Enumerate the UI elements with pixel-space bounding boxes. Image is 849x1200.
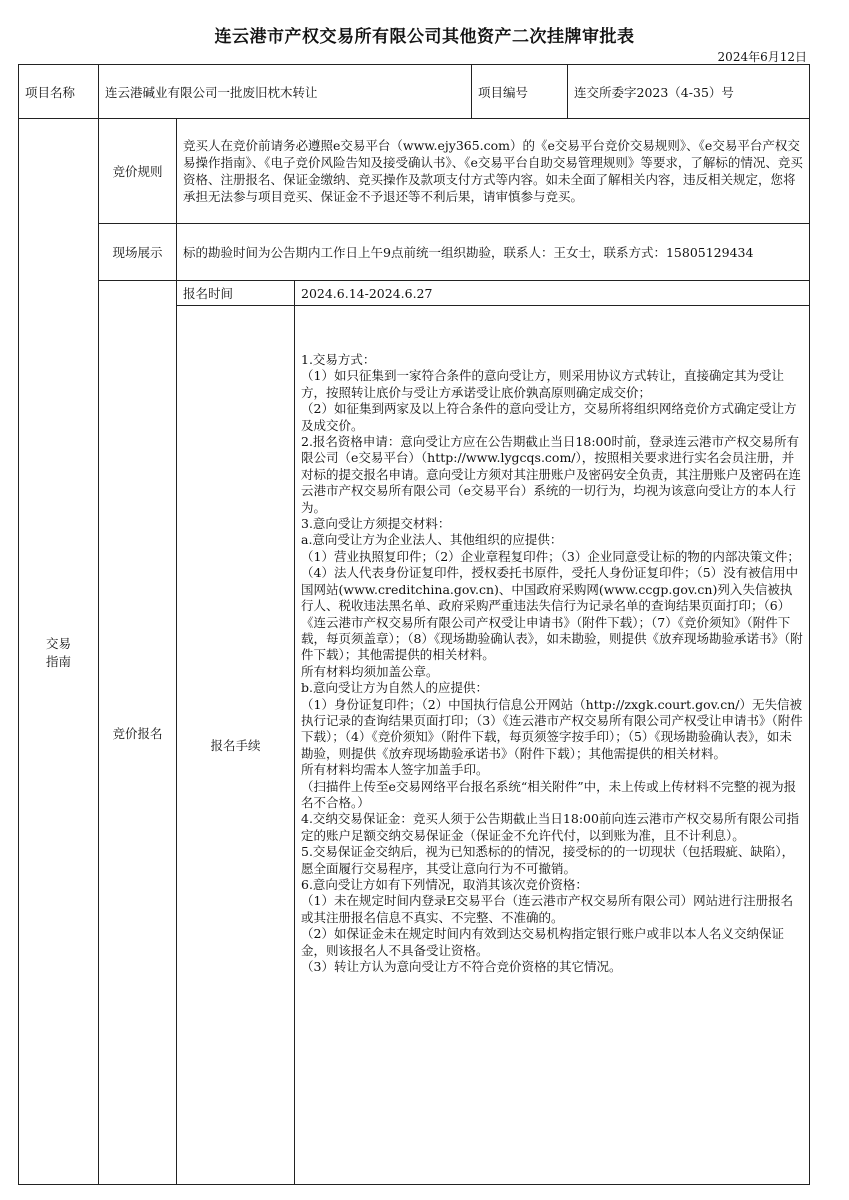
reg-procedure-cell xyxy=(295,306,810,1185)
reg-procedure-line: 所有材料均需本人签字加盖手印。 xyxy=(301,762,489,778)
reg-procedure-line: （1）未在规定时间内登录E交易平台（连云港市产权交易所有限公司）网站进行注册报名或其注册报名信息不真实、不完整、不准确的。 xyxy=(301,893,794,925)
guide-label-cell xyxy=(19,119,99,1185)
rules-row xyxy=(19,119,810,224)
project-name-label: 项目名称 xyxy=(19,65,99,119)
reg-procedure-line: 2.报名资格申请：意向受让方应在公告期截止当日18:00时前，登录连云港市产权交易所有限公司（e交易平台）（http://www.lygcqs.com/），按照相关要求进行实名会员注册，并对标的提交报名申请。意向受让方须对其注册账户及密码安全负责，其注册账户及密码在连云港市产权交易所有限公司（e交易平台）系统的一切行为，均视为该意向受让方的本人行为。 xyxy=(301,434,802,515)
project-code-value: 连交所委字2023（4-35）号 xyxy=(568,65,810,119)
onsite-label: 现场展示 xyxy=(99,224,177,281)
reg-procedure-line: 6.意向受让方如有下列情况，取消其该次竞价资格： xyxy=(301,877,588,892)
reg-procedure-line: b.意向受让方为自然人的应提供： xyxy=(301,680,488,696)
reg-procedure-line: 5.交易保证金交纳后，视为已知悉标的的情况，接受标的的一切现状（包括瑕疵、缺陷），愿全面履行交易程序，其受让意向行为不可撤销。 xyxy=(301,844,795,876)
reg-procedure-line: a.意向受让方为企业法人、其他组织的应提供： xyxy=(301,532,563,548)
document-title: 连云港市产权交易所有限公司其他资产二次挂牌审批表 xyxy=(214,27,635,47)
project-row xyxy=(19,65,810,119)
project-name-value: 连云港碱业有限公司一批废旧枕木转让 xyxy=(99,65,472,119)
reg-procedure-line: 所有材料均须加盖公章。 xyxy=(301,663,439,679)
reg-procedure-line: （3）转让方认为意向受让方不符合竞价资格的其它情况。 xyxy=(301,959,622,975)
reg-procedure-line: 4.交纳交易保证金：竞买人须于公告期截止当日18:00前向连云港市产权交易所有限公司指定的账户足额交纳交易保证金（保证金不允许代付，以到账为准，且不计利息）。 xyxy=(301,811,799,843)
approval-form-table xyxy=(18,64,810,1185)
reg-procedure-list xyxy=(301,352,803,975)
reg-procedure-line: （1）如只征集到一家符合条件的意向受让方，则采用协议方式转让，直接确定其为受让方，按照转让底价与受让方承诺受让底价孰高原则确定成交价； xyxy=(301,368,784,400)
rules-text: 竞买人在竞价前请务必遵照e交易平台（www.ejy365.com）的《e交易平台竞价交易规则》、《e交易平台产权交易操作指南》、《电子竞价风险告知及接受确认书》、《e交易平台自助交易管理规则》等要求，了解标的情况、竞买资格、注册报名、保证金缴纳、竞买操作及款项支付方式等内容。如未全面了解相关内容，违反相关规定，您将承担无法参与项目竞买、保证金不予退还等不利后果，请审慎参与竞买。 xyxy=(177,119,810,224)
reg-procedure-line: （2）如保证金未在规定时间内有效到达交易机构指定银行账户或非以本人名义交纳保证金，则该报名人不具备受让资格。 xyxy=(301,926,784,958)
reg-proc-label: 报名手续 xyxy=(177,306,295,1185)
reg-time-label: 报名时间 xyxy=(177,281,295,306)
rules-label: 竞价规则 xyxy=(99,119,177,224)
onsite-row xyxy=(19,224,810,281)
reg-procedure-line: （扫描件上传至e交易网络平台报名系统“相关附件”中，未上传或上传材料不完整的视为报名不合格。） xyxy=(301,778,797,810)
guide-label-line2: 指南 xyxy=(45,653,71,669)
reg-procedure-line: （1）营业执照复印件；（2）企业章程复印件；（3）企业同意受让标的物的内部决策文件；（4）法人代表身份证复印件，授权委托书原件，受托人身份证复印件；（5）没有被信用中国网站(www.creditchina.gov.cn)、中国政府采购网(www.ccgp.gov.cn)列入失信被执行人、税收违法黑名单、政府采购严重违法失信行为记录名单的查询结果页面打印；（6）《连云港市产权交易所有限公司产权受让申请书》（附件下载）；（7）《竞价须知》（附件下载，每页须盖章）；（8）《现场勘验确认表》，如未勘验，则提供《放弃现场勘验承诺书》（附件下载）；其他需提供的相关材料。 xyxy=(301,548,803,663)
reg-time-value: 2024.6.14-2024.6.27 xyxy=(295,281,810,306)
reg-time-row xyxy=(19,281,810,306)
onsite-text: 标的勘验时间为公告期内工作日上午9点前统一组织勘验，联系人：王女士，联系方式：15805129434 xyxy=(177,224,810,281)
reg-procedure-line: 3.意向受让方须提交材料： xyxy=(301,516,451,532)
project-code-label: 项目编号 xyxy=(472,65,568,119)
reg-procedure-line: （2）如征集到两家及以上符合条件的意向受让方，交易所将组织网络竞价方式确定受让方及成交价。 xyxy=(301,401,797,433)
reg-procedure-line: 1.交易方式： xyxy=(301,352,376,367)
guide-label-line1: 交易 xyxy=(45,635,71,651)
bid-label: 竞价报名 xyxy=(99,281,177,1185)
reg-procedure-line: （1）身份证复印件；（2）中国执行信息公开网站（http://zxgk.court.gov.cn/）无失信被执行记录的查询结果页面打印；（3）《连云港市产权交易所有限公司产权受让申请书》（附件下载）；（4）《竞价须知》（附件下载，每页须签字按手印）；（5）《现场勘验确认表》，如未勘验，则提供《放弃现场勘验承诺书》（附件下载）；其他需提供的相关材料。 xyxy=(301,696,803,761)
document-date: 2024年6月12日 xyxy=(717,50,807,64)
